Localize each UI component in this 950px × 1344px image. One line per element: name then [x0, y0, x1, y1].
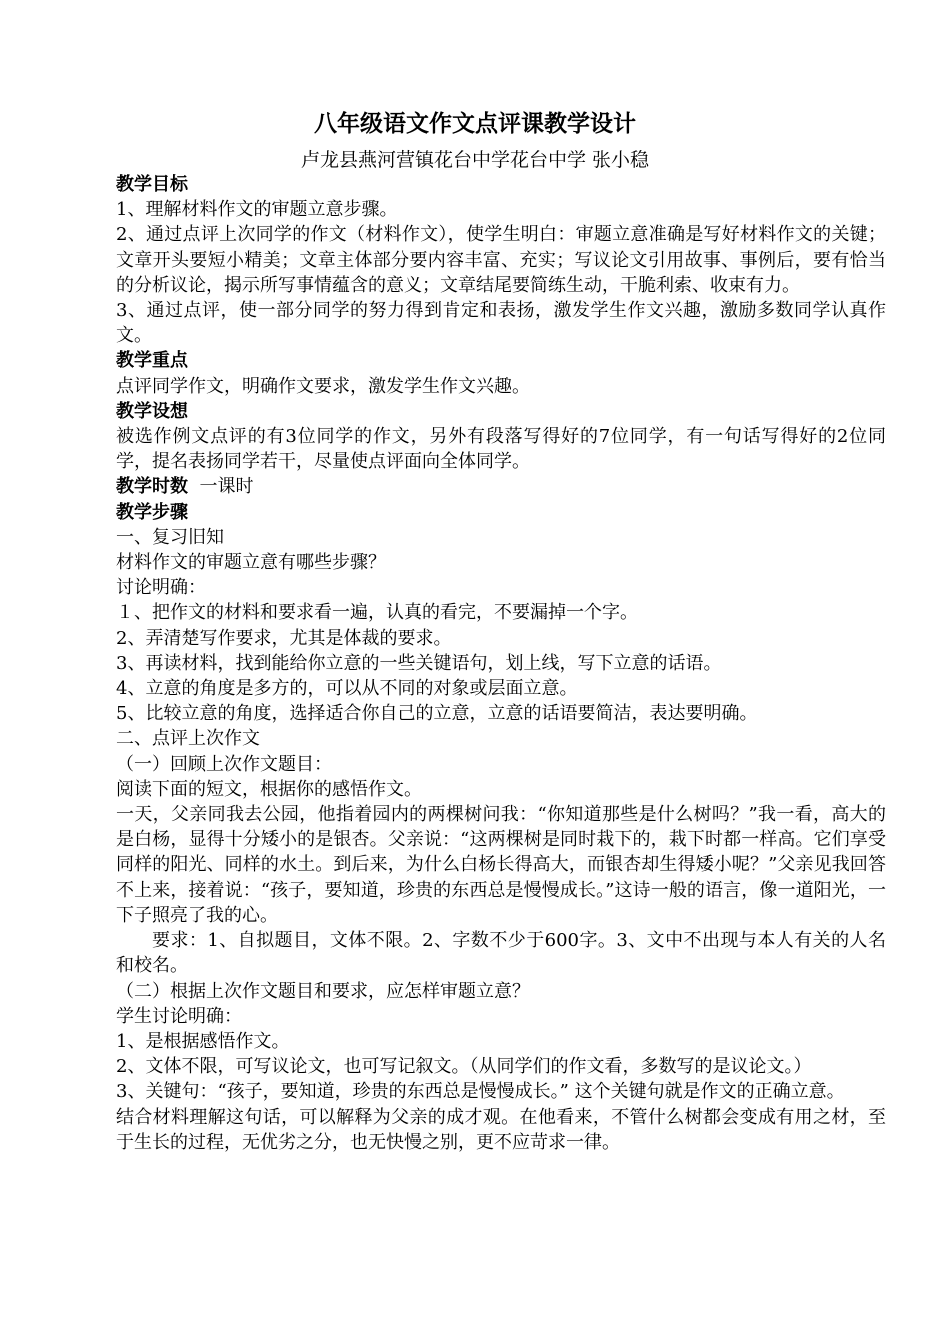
goal-item-3: 3、通过点评，使一部分同学的努力得到肯定和表扬，激发学生作文兴趣，激励多数同学认真作文。	[116, 300, 886, 347]
idea-heading: 教学设想	[116, 400, 188, 422]
focus-heading: 教学重点	[116, 350, 188, 372]
step1-item-2: 2、弄清楚写作要求，尤其是体裁的要求。	[116, 627, 452, 649]
step1-title: 一、复习旧知	[116, 526, 224, 548]
analysis-item-1: 1、是根据感悟作文。	[116, 1030, 290, 1052]
document-title: 八年级语文作文点评课教学设计	[314, 110, 636, 137]
focus-text: 点评同学作文，明确作文要求，激发学生作文兴趣。	[116, 375, 530, 397]
hours-line	[116, 474, 886, 499]
step1-item-5: 5、比较立意的角度，选择适合你自己的立意，立意的话语要简洁，表达要明确。	[116, 703, 758, 725]
goals-heading: 教学目标	[116, 174, 188, 195]
hours-heading: 教学时数	[116, 476, 188, 498]
idea-text: 被选作例文点评的有3位同学的作文，另外有段落写得好的7位同学，有一句话写得好的2位同学，提名表扬同学若干，尽量使点评面向全体同学。	[116, 426, 886, 473]
step2-subsection-2: （二）根据上次作文题目和要求，应怎样审题立意？	[116, 980, 530, 1002]
document-author: 卢龙县燕河营镇花台中学花台中学 张小稳	[300, 149, 650, 171]
step2-subsection-1: （一）回顾上次作文题目：	[116, 753, 332, 775]
goal-item-1: 1、理解材料作文的审题立意步骤。	[116, 199, 398, 221]
document-body	[116, 172, 886, 1155]
step1-question: 材料作文的审题立意有哪些步骤？	[116, 552, 386, 574]
step1-discuss: 讨论明确：	[116, 577, 206, 599]
analysis-paragraph: 结合材料理解这句话，可以解释为父亲的成才观。在他看来，不管什么树都会变成有用之材，至于生长的过程，无优劣之分，也无快慢之别，更不应苛求一律。	[116, 1106, 886, 1153]
story-paragraph: 一天，父亲同我去公园，他指着园内的两棵树问我：“你知道那些是什么树吗？”我一看，高大的是白杨，显得十分矮小的是银杏。父亲说：“这两棵树是同时栽下的，栽下时都一样高。它们享受同样的阳光、同样的水土。到后来，为什么白杨长得高大，而银杏却生得矮小呢？”父亲见我回答不上来，接着说：“孩子，要知道，珍贵的东西总是慢慢成长。”这诗一般的语言，像一道阳光，一下子照亮了我的心。	[116, 804, 886, 926]
requirements-paragraph: 要求：1、自拟题目，文体不限。2、字数不少于600字。3、文中不出现与本人有关的人名和校名。	[116, 930, 886, 977]
step2-title: 二、点评上次作文	[116, 728, 260, 750]
step1-item-4: 4、立意的角度是多方的，可以从不同的对象或层面立意。	[116, 678, 578, 700]
analysis-item-2: 2、文体不限，可写议论文，也可写记叙文。（从同学们的作文看，多数写的是议论文。）	[116, 1056, 812, 1078]
step2-read-instruction: 阅读下面的短文，根据你的感悟作文。	[116, 778, 422, 800]
step1-item-3: 3、再读材料，找到能给你立意的一些关键语句，划上线，写下立意的话语。	[116, 652, 722, 674]
analysis-item-3: 3、关键句：“孩子，要知道，珍贵的东西总是慢慢成长。” 这个关键句就是作文的正确立意。	[116, 1081, 845, 1103]
steps-heading: 教学步骤	[116, 501, 188, 523]
hours-text: 一课时	[188, 476, 254, 498]
goal-item-2: 2、通过点评上次同学的作文（材料作文），使学生明白：审题立意准确是写好材料作文的关键；文章开头要短小精美；文章主体部分要内容丰富、充实；写议论文引用故事、事例后，要有恰当的分析议论，揭示所写事情蕴含的意义；文章结尾要简练生动，干脆利索、收束有力。	[116, 224, 886, 296]
step1-item-1: １、把作文的材料和要求看一遍，认真的看完，不要漏掉一个字。	[116, 602, 638, 624]
step2-discuss: 学生讨论明确：	[116, 1005, 242, 1027]
